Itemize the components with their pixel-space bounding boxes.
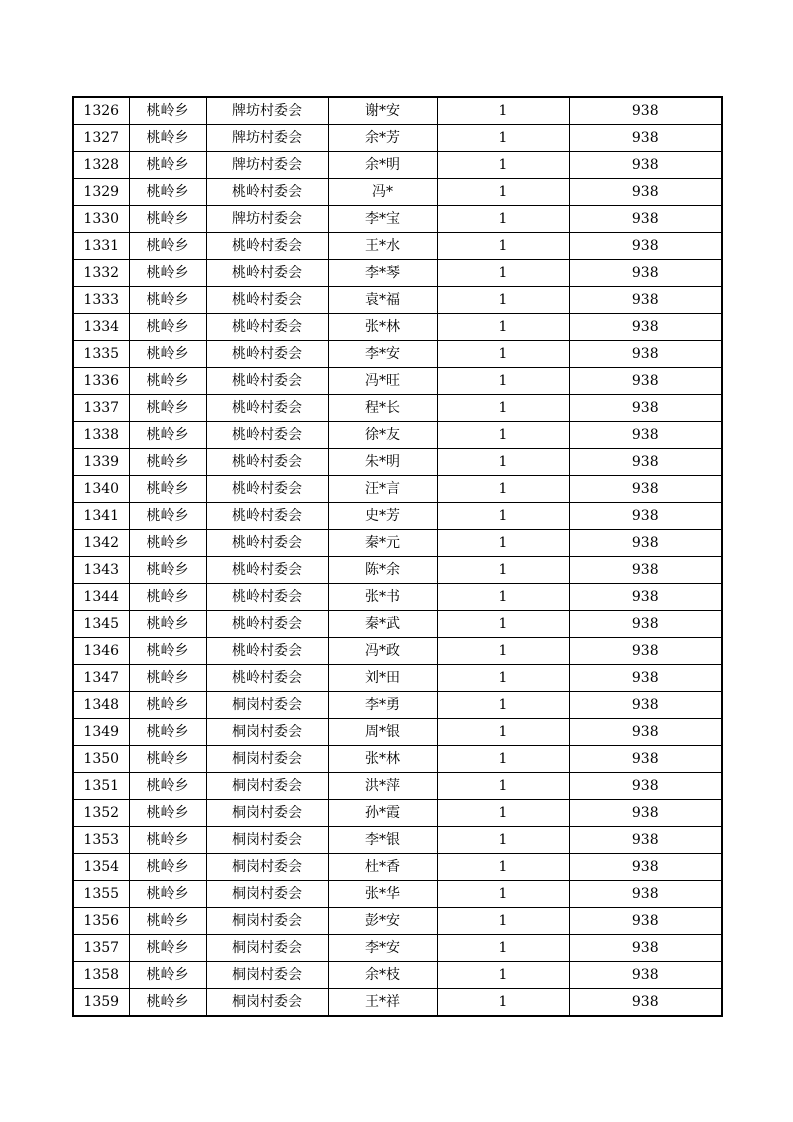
township-cell: 桃岭乡 xyxy=(129,881,206,908)
township-cell: 桃岭乡 xyxy=(129,314,206,341)
amount-cell: 938 xyxy=(569,719,722,746)
township-cell: 桃岭乡 xyxy=(129,800,206,827)
name-cell: 秦*元 xyxy=(328,530,437,557)
amount-cell: 938 xyxy=(569,476,722,503)
township-cell: 桃岭乡 xyxy=(129,341,206,368)
count-cell: 1 xyxy=(437,773,569,800)
table-row xyxy=(73,395,722,422)
table-row xyxy=(73,638,722,665)
name-cell: 洪*萍 xyxy=(328,773,437,800)
table-row xyxy=(73,260,722,287)
count-cell: 1 xyxy=(437,557,569,584)
township-cell: 桃岭乡 xyxy=(129,665,206,692)
row-number-cell: 1355 xyxy=(73,881,129,908)
village-committee-cell: 桐岗村委会 xyxy=(206,692,328,719)
township-cell: 桃岭乡 xyxy=(129,206,206,233)
row-number-cell: 1331 xyxy=(73,233,129,260)
village-committee-cell: 桃岭村委会 xyxy=(206,476,328,503)
table-row xyxy=(73,97,722,125)
table-row xyxy=(73,449,722,476)
row-number-cell: 1349 xyxy=(73,719,129,746)
village-committee-cell: 桃岭村委会 xyxy=(206,287,328,314)
row-number-cell: 1333 xyxy=(73,287,129,314)
row-number-cell: 1336 xyxy=(73,368,129,395)
township-cell: 桃岭乡 xyxy=(129,557,206,584)
name-cell: 彭*安 xyxy=(328,908,437,935)
village-committee-cell: 桃岭村委会 xyxy=(206,395,328,422)
count-cell: 1 xyxy=(437,881,569,908)
row-number-cell: 1358 xyxy=(73,962,129,989)
count-cell: 1 xyxy=(437,962,569,989)
row-number-cell: 1345 xyxy=(73,611,129,638)
count-cell: 1 xyxy=(437,935,569,962)
village-committee-cell: 桃岭村委会 xyxy=(206,557,328,584)
village-committee-cell: 桃岭村委会 xyxy=(206,638,328,665)
count-cell: 1 xyxy=(437,152,569,179)
township-cell: 桃岭乡 xyxy=(129,962,206,989)
township-cell: 桃岭乡 xyxy=(129,368,206,395)
village-committee-cell: 桐岗村委会 xyxy=(206,746,328,773)
township-cell: 桃岭乡 xyxy=(129,233,206,260)
table-row xyxy=(73,746,722,773)
row-number-cell: 1339 xyxy=(73,449,129,476)
count-cell: 1 xyxy=(437,692,569,719)
township-cell: 桃岭乡 xyxy=(129,773,206,800)
table-row xyxy=(73,827,722,854)
amount-cell: 938 xyxy=(569,422,722,449)
row-number-cell: 1341 xyxy=(73,503,129,530)
row-number-cell: 1343 xyxy=(73,557,129,584)
count-cell: 1 xyxy=(437,449,569,476)
table-row xyxy=(73,233,722,260)
row-number-cell: 1351 xyxy=(73,773,129,800)
township-cell: 桃岭乡 xyxy=(129,908,206,935)
table-row xyxy=(73,962,722,989)
name-cell: 冯* xyxy=(328,179,437,206)
township-cell: 桃岭乡 xyxy=(129,746,206,773)
count-cell: 1 xyxy=(437,800,569,827)
name-cell: 余*芳 xyxy=(328,125,437,152)
township-cell: 桃岭乡 xyxy=(129,827,206,854)
township-cell: 桃岭乡 xyxy=(129,584,206,611)
table-row xyxy=(73,125,722,152)
township-cell: 桃岭乡 xyxy=(129,287,206,314)
name-cell: 王*水 xyxy=(328,233,437,260)
village-committee-cell: 桃岭村委会 xyxy=(206,584,328,611)
table-row xyxy=(73,989,722,1017)
name-cell: 李*安 xyxy=(328,935,437,962)
name-cell: 冯*旺 xyxy=(328,368,437,395)
village-committee-cell: 牌坊村委会 xyxy=(206,125,328,152)
roster-table-body xyxy=(73,97,722,1016)
count-cell: 1 xyxy=(437,314,569,341)
amount-cell: 938 xyxy=(569,881,722,908)
township-cell: 桃岭乡 xyxy=(129,449,206,476)
table-row xyxy=(73,800,722,827)
township-cell: 桃岭乡 xyxy=(129,503,206,530)
count-cell: 1 xyxy=(437,125,569,152)
amount-cell: 938 xyxy=(569,97,722,125)
name-cell: 李*银 xyxy=(328,827,437,854)
row-number-cell: 1340 xyxy=(73,476,129,503)
table-row xyxy=(73,476,722,503)
table-row xyxy=(73,206,722,233)
village-committee-cell: 桐岗村委会 xyxy=(206,827,328,854)
amount-cell: 938 xyxy=(569,449,722,476)
village-committee-cell: 桃岭村委会 xyxy=(206,530,328,557)
amount-cell: 938 xyxy=(569,854,722,881)
count-cell: 1 xyxy=(437,827,569,854)
count-cell: 1 xyxy=(437,854,569,881)
township-cell: 桃岭乡 xyxy=(129,152,206,179)
row-number-cell: 1326 xyxy=(73,97,129,125)
amount-cell: 938 xyxy=(569,827,722,854)
village-committee-cell: 桃岭村委会 xyxy=(206,368,328,395)
amount-cell: 938 xyxy=(569,800,722,827)
count-cell: 1 xyxy=(437,746,569,773)
row-number-cell: 1356 xyxy=(73,908,129,935)
amount-cell: 938 xyxy=(569,935,722,962)
count-cell: 1 xyxy=(437,719,569,746)
amount-cell: 938 xyxy=(569,584,722,611)
village-committee-cell: 桃岭村委会 xyxy=(206,422,328,449)
table-row xyxy=(73,584,722,611)
row-number-cell: 1354 xyxy=(73,854,129,881)
table-row xyxy=(73,908,722,935)
amount-cell: 938 xyxy=(569,773,722,800)
row-number-cell: 1342 xyxy=(73,530,129,557)
township-cell: 桃岭乡 xyxy=(129,935,206,962)
row-number-cell: 1352 xyxy=(73,800,129,827)
count-cell: 1 xyxy=(437,395,569,422)
village-committee-cell: 桃岭村委会 xyxy=(206,503,328,530)
name-cell: 周*银 xyxy=(328,719,437,746)
table-row xyxy=(73,881,722,908)
table-row xyxy=(73,611,722,638)
row-number-cell: 1337 xyxy=(73,395,129,422)
amount-cell: 938 xyxy=(569,611,722,638)
row-number-cell: 1357 xyxy=(73,935,129,962)
count-cell: 1 xyxy=(437,665,569,692)
amount-cell: 938 xyxy=(569,341,722,368)
table-row xyxy=(73,503,722,530)
name-cell: 杜*香 xyxy=(328,854,437,881)
amount-cell: 938 xyxy=(569,368,722,395)
village-committee-cell: 桃岭村委会 xyxy=(206,179,328,206)
table-row xyxy=(73,935,722,962)
count-cell: 1 xyxy=(437,530,569,557)
village-committee-cell: 桃岭村委会 xyxy=(206,611,328,638)
amount-cell: 938 xyxy=(569,638,722,665)
amount-cell: 938 xyxy=(569,746,722,773)
table-row xyxy=(73,287,722,314)
name-cell: 程*长 xyxy=(328,395,437,422)
count-cell: 1 xyxy=(437,989,569,1017)
township-cell: 桃岭乡 xyxy=(129,719,206,746)
amount-cell: 938 xyxy=(569,557,722,584)
name-cell: 陈*余 xyxy=(328,557,437,584)
count-cell: 1 xyxy=(437,233,569,260)
row-number-cell: 1353 xyxy=(73,827,129,854)
row-number-cell: 1338 xyxy=(73,422,129,449)
township-cell: 桃岭乡 xyxy=(129,125,206,152)
amount-cell: 938 xyxy=(569,179,722,206)
row-number-cell: 1350 xyxy=(73,746,129,773)
count-cell: 1 xyxy=(437,368,569,395)
table-row xyxy=(73,692,722,719)
table-row xyxy=(73,719,722,746)
village-committee-cell: 桃岭村委会 xyxy=(206,314,328,341)
township-cell: 桃岭乡 xyxy=(129,395,206,422)
table-row xyxy=(73,152,722,179)
amount-cell: 938 xyxy=(569,206,722,233)
amount-cell: 938 xyxy=(569,530,722,557)
table-row xyxy=(73,854,722,881)
village-committee-cell: 桐岗村委会 xyxy=(206,935,328,962)
township-cell: 桃岭乡 xyxy=(129,692,206,719)
village-committee-cell: 桃岭村委会 xyxy=(206,665,328,692)
name-cell: 秦*武 xyxy=(328,611,437,638)
row-number-cell: 1330 xyxy=(73,206,129,233)
amount-cell: 938 xyxy=(569,908,722,935)
amount-cell: 938 xyxy=(569,152,722,179)
amount-cell: 938 xyxy=(569,233,722,260)
village-committee-cell: 牌坊村委会 xyxy=(206,97,328,125)
name-cell: 李*安 xyxy=(328,341,437,368)
row-number-cell: 1347 xyxy=(73,665,129,692)
table-row xyxy=(73,422,722,449)
name-cell: 史*芳 xyxy=(328,503,437,530)
amount-cell: 938 xyxy=(569,287,722,314)
village-committee-cell: 桐岗村委会 xyxy=(206,908,328,935)
township-cell: 桃岭乡 xyxy=(129,179,206,206)
row-number-cell: 1346 xyxy=(73,638,129,665)
name-cell: 李*琴 xyxy=(328,260,437,287)
count-cell: 1 xyxy=(437,476,569,503)
name-cell: 汪*言 xyxy=(328,476,437,503)
name-cell: 余*枝 xyxy=(328,962,437,989)
village-committee-cell: 牌坊村委会 xyxy=(206,152,328,179)
roster-table xyxy=(72,96,723,1017)
count-cell: 1 xyxy=(437,611,569,638)
table-row xyxy=(73,314,722,341)
name-cell: 徐*友 xyxy=(328,422,437,449)
name-cell: 刘*田 xyxy=(328,665,437,692)
name-cell: 张*书 xyxy=(328,584,437,611)
village-committee-cell: 桃岭村委会 xyxy=(206,233,328,260)
township-cell: 桃岭乡 xyxy=(129,422,206,449)
name-cell: 朱*明 xyxy=(328,449,437,476)
name-cell: 王*祥 xyxy=(328,989,437,1017)
village-committee-cell: 桐岗村委会 xyxy=(206,719,328,746)
count-cell: 1 xyxy=(437,97,569,125)
count-cell: 1 xyxy=(437,341,569,368)
township-cell: 桃岭乡 xyxy=(129,989,206,1017)
township-cell: 桃岭乡 xyxy=(129,530,206,557)
row-number-cell: 1348 xyxy=(73,692,129,719)
amount-cell: 938 xyxy=(569,125,722,152)
count-cell: 1 xyxy=(437,206,569,233)
count-cell: 1 xyxy=(437,638,569,665)
row-number-cell: 1359 xyxy=(73,989,129,1017)
name-cell: 张*林 xyxy=(328,746,437,773)
amount-cell: 938 xyxy=(569,395,722,422)
village-committee-cell: 桃岭村委会 xyxy=(206,449,328,476)
count-cell: 1 xyxy=(437,287,569,314)
village-committee-cell: 桐岗村委会 xyxy=(206,881,328,908)
village-committee-cell: 桃岭村委会 xyxy=(206,260,328,287)
name-cell: 余*明 xyxy=(328,152,437,179)
count-cell: 1 xyxy=(437,503,569,530)
amount-cell: 938 xyxy=(569,260,722,287)
table-row xyxy=(73,773,722,800)
table-row xyxy=(73,530,722,557)
count-cell: 1 xyxy=(437,260,569,287)
table-row xyxy=(73,179,722,206)
row-number-cell: 1334 xyxy=(73,314,129,341)
table-row xyxy=(73,665,722,692)
table-row xyxy=(73,368,722,395)
village-committee-cell: 桐岗村委会 xyxy=(206,962,328,989)
village-committee-cell: 桃岭村委会 xyxy=(206,341,328,368)
row-number-cell: 1335 xyxy=(73,341,129,368)
name-cell: 谢*安 xyxy=(328,97,437,125)
name-cell: 张*华 xyxy=(328,881,437,908)
row-number-cell: 1329 xyxy=(73,179,129,206)
village-committee-cell: 桐岗村委会 xyxy=(206,989,328,1017)
name-cell: 李*勇 xyxy=(328,692,437,719)
township-cell: 桃岭乡 xyxy=(129,638,206,665)
row-number-cell: 1327 xyxy=(73,125,129,152)
row-number-cell: 1332 xyxy=(73,260,129,287)
name-cell: 袁*福 xyxy=(328,287,437,314)
count-cell: 1 xyxy=(437,908,569,935)
township-cell: 桃岭乡 xyxy=(129,476,206,503)
count-cell: 1 xyxy=(437,584,569,611)
township-cell: 桃岭乡 xyxy=(129,854,206,881)
table-row xyxy=(73,341,722,368)
row-number-cell: 1344 xyxy=(73,584,129,611)
name-cell: 孙*霞 xyxy=(328,800,437,827)
village-committee-cell: 桐岗村委会 xyxy=(206,854,328,881)
township-cell: 桃岭乡 xyxy=(129,260,206,287)
name-cell: 冯*政 xyxy=(328,638,437,665)
amount-cell: 938 xyxy=(569,314,722,341)
name-cell: 张*林 xyxy=(328,314,437,341)
village-committee-cell: 桐岗村委会 xyxy=(206,800,328,827)
amount-cell: 938 xyxy=(569,503,722,530)
count-cell: 1 xyxy=(437,422,569,449)
village-committee-cell: 桐岗村委会 xyxy=(206,773,328,800)
amount-cell: 938 xyxy=(569,692,722,719)
village-committee-cell: 牌坊村委会 xyxy=(206,206,328,233)
township-cell: 桃岭乡 xyxy=(129,97,206,125)
amount-cell: 938 xyxy=(569,665,722,692)
name-cell: 李*宝 xyxy=(328,206,437,233)
township-cell: 桃岭乡 xyxy=(129,611,206,638)
row-number-cell: 1328 xyxy=(73,152,129,179)
amount-cell: 938 xyxy=(569,962,722,989)
amount-cell: 938 xyxy=(569,989,722,1017)
count-cell: 1 xyxy=(437,179,569,206)
table-row xyxy=(73,557,722,584)
